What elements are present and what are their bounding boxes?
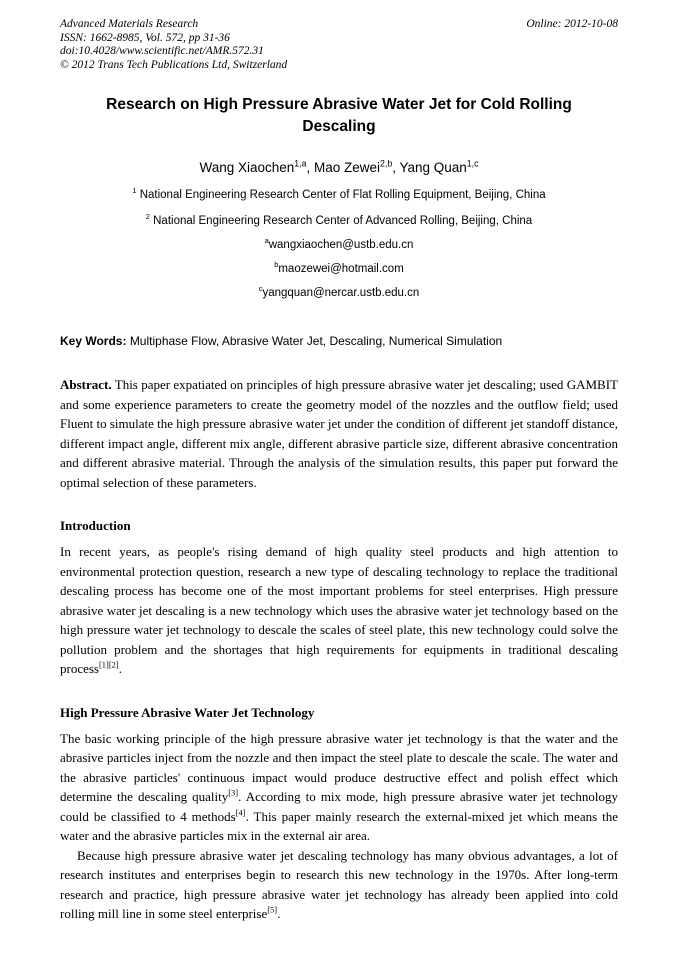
email-superscript: a (264, 236, 269, 246)
affiliation-superscript: 1 (132, 186, 137, 196)
journal-info-block (60, 18, 287, 72)
authors-line: Wang Xiaochen$^{1,a}$, Mao Zewei$^{2,b}$, Yang Quan$^{1,c}$ (199, 158, 479, 175)
email-superscript: b (274, 260, 279, 270)
email-line: $^a$wangxiaochen@ustb.edu.cn (264, 236, 414, 251)
emails-block (60, 236, 618, 299)
affiliation-superscript: 2 (145, 212, 150, 222)
journal-header (60, 18, 618, 72)
reference-superscript: [5] (267, 904, 278, 915)
email-line: $^b$maozewei@hotmail.com (274, 260, 404, 275)
section-heading: High Pressure Abrasive Water Jet Technology (60, 704, 315, 720)
author-name: Mao Zewei$^{2,b}$ (314, 158, 393, 175)
journal-name: Advanced Materials Research (60, 18, 199, 30)
copyright-line: © 2012 Trans Tech Publications Ltd, Switzerland (60, 58, 288, 71)
email-line: $^c$yangquan@nercar.ustb.edu.cn (258, 284, 420, 299)
author-superscript: 2,b (380, 158, 393, 169)
reference-superscript: [1][2] (99, 659, 119, 670)
affiliations-block (60, 186, 618, 227)
author-superscript: 1,a (294, 158, 307, 169)
email-superscript: c (258, 284, 263, 294)
keywords-line (60, 333, 618, 349)
reference-superscript: [4] (235, 807, 246, 818)
body-paragraph: The basic working principle of the high pressure abrasive water jet technology is that the water and the abrasive particles inject from the nozzle and then impact the steel plate to descale the scale. The water and the abrasive particles' continuous impact would produce destructive effect and polish effect which determine the descaling quality[3]. According to mix mode, high pressure abrasive water jet technology could be classified to 4 methods[4]. This paper mainly research the external-mixed jet which means the water and the abrasive particles mix in the external air area. (60, 730, 619, 843)
reference-superscript: [3] (228, 787, 239, 798)
author-name: Wang Xiaochen$^{1,a}$ (199, 158, 307, 175)
online-date: Online: 2012-10-08 (526, 18, 618, 30)
paper-title: Research on High Pressure Abrasive Water Jet for Cold Rolling Descaling (106, 96, 572, 135)
body-paragraph: In recent years, as people's rising demand of high quality steel products and high attention to environmental protection question, research a new type of descaling technology to replace the traditional descaling process has become one of the most important problems for steel enterprises. High pressure abrasive water jet descaling is a new technology which uses the abrasive water jet technology based on the high pressure water jet technology to descale the scales of steel plate, this new technology could solve the pollution problem and the shortages that high requirements for equipments in traditional descaling process[1][2]. (60, 544, 618, 676)
section-heading: Introduction (60, 518, 131, 533)
affiliation-line: $^1$ National Engineering Research Center of Flat Rolling Equipment, Beijing, China (132, 186, 546, 201)
keywords-label: Key Words: (60, 334, 127, 348)
author-name: Yang Quan$^{1,c}$ (399, 158, 479, 175)
keywords-text: Multiphase Flow, Abrasive Water Jet, Descaling, Numerical Simulation (129, 334, 503, 348)
doi-line: doi:10.4028/www.scientific.net/AMR.572.31 (60, 45, 264, 57)
author-superscript: 1,c (466, 158, 479, 169)
abstract-paragraph (60, 375, 618, 492)
abstract-label: Abstract. (60, 377, 112, 392)
sections (60, 517, 618, 924)
body-paragraph: Because high pressure abrasive water jet descaling technology has many obvious advantages, a lot of research institutes and enterprises begin to research this new technology in the 1970s. After long-term research and practice, high pressure abrasive water jet technology has already been applied into cold rolling mill line in some steel enterprise[5]. (60, 847, 618, 921)
affiliation-line: $^2$ National Engineering Research Center of Advanced Rolling, Beijing, China (145, 212, 533, 227)
issn-line: ISSN: 1662-8985, Vol. 572, pp 31-36 (60, 31, 230, 44)
abstract-text: This paper expatiated on principles of high pressure abrasive water jet descaling; used GAMBIT and some experience parameters to create the geometry model of the nozzles and the outflow field; used Fluent to simulate the high pressure abrasive water jet under the condition of different jet standoff distance, different impact angle, different mix angle, different abrasive particle size, different abrasive concentration and different abrasive material. Through the analysis of the simulation results, this paper put forward the optimal selection of these parameters. (60, 377, 619, 490)
